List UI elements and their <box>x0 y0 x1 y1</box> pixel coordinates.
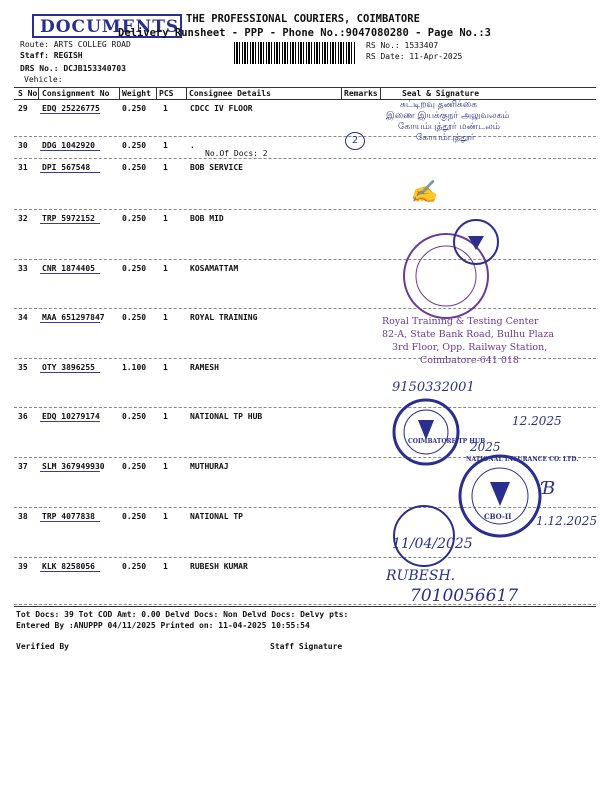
row-weight: 0.250 <box>122 214 147 223</box>
row-sno: 29 <box>18 104 28 113</box>
row-consignee: . <box>190 141 195 150</box>
tamil-stamp-line: சுட்டிறவு தணிக்கை <box>400 100 478 110</box>
row-consignee: BOB SERVICE <box>190 163 243 172</box>
header-divider <box>186 88 187 100</box>
route: Route: ARTS COLLEG ROAD <box>20 40 131 49</box>
handwritten-underline <box>40 571 100 572</box>
row-separator <box>14 158 596 159</box>
header-divider <box>38 88 39 100</box>
row-consignment-no: KLK 8258056 <box>42 562 95 571</box>
date-handwritten: 12.2025 <box>512 414 562 428</box>
col-consignee: Consignee Details <box>189 89 271 98</box>
col-pcs: PCS <box>159 89 174 98</box>
header-bottom-rule <box>14 99 596 100</box>
row-pcs: 1 <box>163 363 168 372</box>
row-weight: 0.250 <box>122 562 147 571</box>
phone-handwritten: 9150332001 <box>392 380 475 395</box>
handwritten-underline <box>40 521 100 522</box>
row-pcs: 1 <box>163 163 168 172</box>
row-consignment-no: SLM 367949930 <box>42 462 105 471</box>
staff: Staff: REGISH <box>20 51 83 60</box>
handwritten-underline <box>40 471 100 472</box>
tamil-stamp-line: இணை இயக்குநர் அலுவலகம் <box>386 111 510 121</box>
row-pcs: 1 <box>163 412 168 421</box>
col-weight: Weight <box>122 89 151 98</box>
company-name: THE PROFESSIONAL COURIERS, COIMBATORE <box>186 13 420 25</box>
row-weight: 0.250 <box>122 104 147 113</box>
row-separator <box>14 209 596 210</box>
header-divider <box>156 88 157 100</box>
row-consignee: RUBESH KUMAR <box>190 562 248 571</box>
remarks-circle-mark: 2 <box>345 132 365 150</box>
date-handwritten: 1.12.2025 <box>536 514 598 528</box>
row-separator <box>14 407 596 408</box>
date-handwritten: 11/04/2025 <box>392 536 473 552</box>
row-sno: 35 <box>18 363 28 372</box>
row-consignee: ROYAL TRAINING <box>190 313 258 322</box>
row-pcs: 1 <box>163 141 168 150</box>
row-pcs: 1 <box>163 264 168 273</box>
royal-stamp-line: Royal Training & Testing Center <box>382 316 539 327</box>
row-consignment-no: EDQ 10279174 <box>42 412 100 421</box>
row-weight: 0.250 <box>122 163 147 172</box>
row-sno: 32 <box>18 214 28 223</box>
row-consignee: KOSAMATTAM <box>190 264 239 273</box>
row-sno: 38 <box>18 512 28 521</box>
rs-no: RS No.: 1533407 <box>366 41 439 50</box>
row-weight: 0.250 <box>122 462 147 471</box>
footer-rule <box>14 606 596 607</box>
tamil-stamp-line: கோயம்புத்தூர் மண்டலம் <box>398 122 500 132</box>
row-consignment-no: DDG 1042920 <box>42 141 95 150</box>
row-sno: 30 <box>18 141 28 150</box>
staff-signature: Staff Signature <box>270 642 343 651</box>
handwritten-underline <box>40 113 100 114</box>
row-weight: 0.250 <box>122 141 147 150</box>
row-weight: 1.100 <box>122 363 147 372</box>
row-consignee: NATIONAL TP HUB <box>190 412 263 421</box>
row-sno: 39 <box>18 562 28 571</box>
royal-stamp-line: Coimbatore-641 018 <box>420 355 519 366</box>
row-separator <box>14 308 596 309</box>
row-weight: 0.250 <box>122 264 147 273</box>
row-consignee: NATIONAL TP <box>190 512 243 521</box>
row-note: No.Of Docs: 2 <box>205 149 268 158</box>
royal-stamp-line: 3rd Floor, Opp. Railway Station, <box>392 342 548 353</box>
royal-stamp-line: 82-A, State Bank Road, Bulhu Plaza <box>382 329 555 340</box>
header-divider <box>380 88 381 100</box>
row-consignee: CDCC IV FLOOR <box>190 104 253 113</box>
nic-stamp-sub: CBO-II <box>484 512 512 521</box>
row-weight: 0.250 <box>122 512 147 521</box>
row-sno: 31 <box>18 163 28 172</box>
rubesh-handwritten: RUBESH. <box>386 568 456 584</box>
barcode <box>234 42 356 64</box>
handwritten-underline <box>40 322 100 323</box>
row-separator <box>14 259 596 260</box>
tp-hub-stamp-text: COIMBATORE TP HUB <box>408 438 486 445</box>
rubesh-phone-handwritten: 7010056617 <box>410 586 519 606</box>
signature-scribble: Ɓ <box>542 478 556 499</box>
row-consignee: BOB MID <box>190 214 224 223</box>
row-consignee: RAMESH <box>190 363 219 372</box>
row-consignment-no: MAA 651297847 <box>42 313 105 322</box>
header-top-rule <box>14 87 596 88</box>
row-consignee: MUTHURAJ <box>190 462 229 471</box>
header-divider <box>119 88 120 100</box>
vehicle: Vehicle: <box>24 75 63 84</box>
row-pcs: 1 <box>163 512 168 521</box>
footer-totals: Tot Docs: 39 Tot COD Amt: 0.00 Delvd Docs: Non Delvd Docs: Delvy pts: <box>16 610 349 619</box>
row-consignment-no: OTY 3896255 <box>42 363 95 372</box>
row-consignment-no: TRP 4077838 <box>42 512 95 521</box>
documents-stamp: DOCUMENTS <box>32 14 182 38</box>
tamil-stamp-line: கோயம்புத்தூர் <box>416 133 475 143</box>
handwritten-underline <box>40 421 100 422</box>
header-divider <box>341 88 342 100</box>
handwritten-underline <box>40 372 100 373</box>
col-seal: Seal & Signature <box>402 89 480 98</box>
row-consignment-no: CNR 1874405 <box>42 264 95 273</box>
date-handwritten: 2025 <box>470 440 501 454</box>
row-sno: 36 <box>18 412 28 421</box>
row-separator <box>14 557 596 558</box>
nic-round-seal <box>456 452 546 542</box>
row-sno: 33 <box>18 264 28 273</box>
row-pcs: 1 <box>163 214 168 223</box>
row-consignment-no: EDQ 25226775 <box>42 104 100 113</box>
row-consignment-no: TRP 5972152 <box>42 214 95 223</box>
signature-scribble: ✍ <box>410 180 438 205</box>
handwritten-underline <box>40 273 100 274</box>
drs-number: DRS No.: DCJB153340703 <box>20 64 126 73</box>
row-weight: 0.250 <box>122 313 147 322</box>
handwritten-underline <box>40 172 100 173</box>
row-sno: 37 <box>18 462 28 471</box>
footer-entered: Entered By :ANUPPP 04/11/2025 Printed on: 11-04-2025 10:55:54 <box>16 621 310 630</box>
row-weight: 0.250 <box>122 412 147 421</box>
col-remarks: Remarks <box>344 89 378 98</box>
row-separator <box>14 136 596 137</box>
col-consignment: Consignment No <box>42 89 110 98</box>
handwritten-underline <box>40 223 100 224</box>
nic-stamp-text: NATIONAL INSURANCE CO. LTD. <box>466 456 579 463</box>
handwritten-underline <box>40 150 100 151</box>
sheet-title: Delivery Runsheet - PPP - Phone No.:9047080280 - Page No.:3 <box>118 27 491 39</box>
verified-by: Verified By <box>16 642 69 651</box>
row-pcs: 1 <box>163 104 168 113</box>
col-sno: S No <box>18 89 38 98</box>
row-pcs: 1 <box>163 462 168 471</box>
row-consignment-no: DPI 567548 <box>42 163 91 172</box>
rs-date: RS Date: 11-Apr-2025 <box>366 52 463 61</box>
row-pcs: 1 <box>163 562 168 571</box>
row-sno: 34 <box>18 313 28 322</box>
row-pcs: 1 <box>163 313 168 322</box>
